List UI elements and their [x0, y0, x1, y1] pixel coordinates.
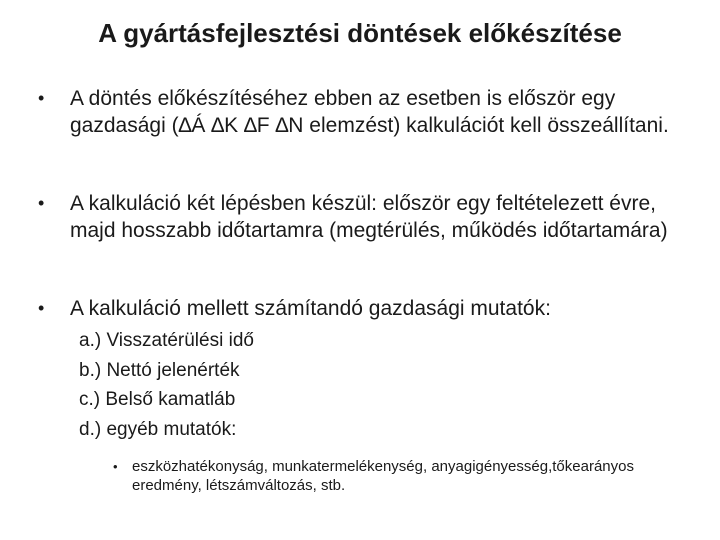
indicator-item: b.) Nettó jelenérték — [79, 359, 240, 381]
bullet-calculation-steps — [38, 190, 688, 244]
bullet-marker: • — [38, 88, 45, 108]
bullet-text: A kalkuláció két lépésben készül: először egy feltételezett évre, majd hosszabb időtartamra (megtérülés, működés időtartamára) — [70, 192, 668, 242]
other-indicators-text: eszközhatékonyság, munkatermelékenység, anyagigényesség,tőkearányos eredmény, létszámváltozás, stb. — [132, 458, 634, 494]
indicator-list — [79, 327, 254, 445]
indicator-item: c.) Belső kamatláb — [79, 389, 236, 410]
bullet-marker: • — [38, 298, 45, 318]
bullet-indicators-heading — [38, 295, 688, 322]
other-indicators — [113, 457, 693, 495]
indicator-item: d.) egyéb mutatók: — [79, 418, 237, 440]
slide-title: A gyártásfejlesztési döntések előkészítése — [98, 18, 622, 48]
indicator-item: a.) Visszatérülési idő — [79, 330, 254, 351]
bullet-marker: • — [113, 459, 118, 474]
bullet-calculation-intro — [38, 85, 688, 139]
bullet-marker: • — [38, 193, 45, 213]
bullet-text: A döntés előkészítéséhez ebben az esetben is először egy gazdasági (∆Á ∆K ∆F ∆N elemzést) kalkulációt kell összeállítani. — [70, 87, 669, 137]
bullet-text: A kalkuláció mellett számítandó gazdasági mutatók: — [70, 297, 551, 320]
